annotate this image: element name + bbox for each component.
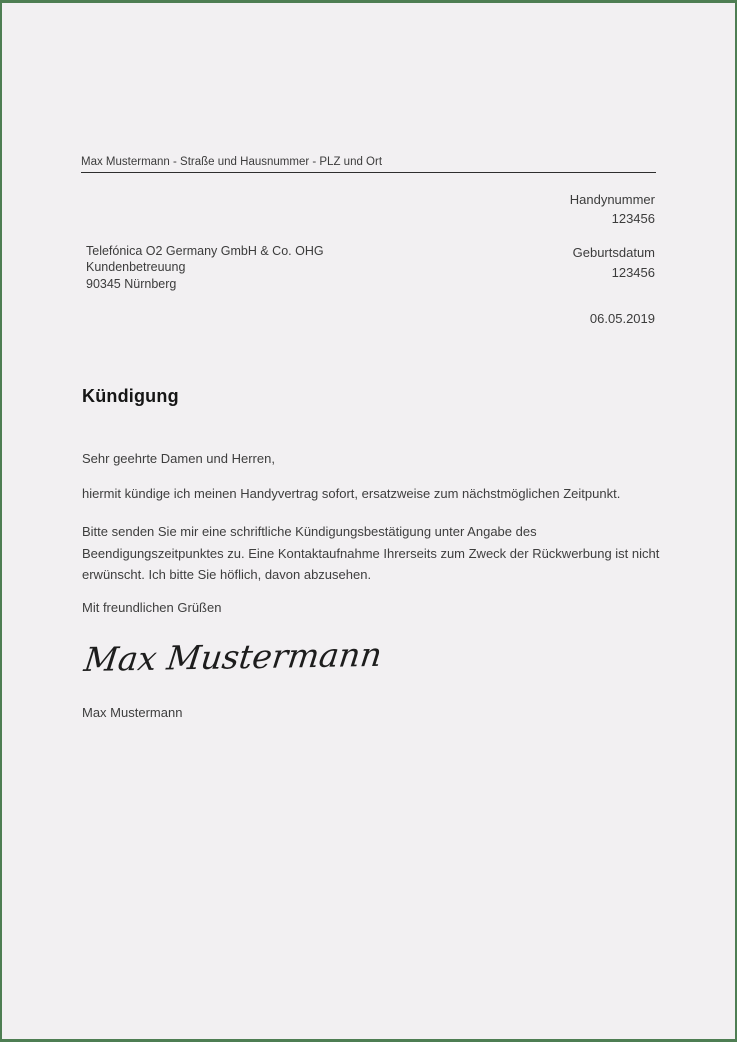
handwritten-signature: Max Mustermann [82, 634, 385, 679]
birthdate-label: Geburtsdatum [572, 245, 655, 260]
intro-paragraph: hiermit kündige ich meinen Handyvertrag sofort, ersatzweise zum nächstmöglichen Zeitpunkt. [82, 486, 621, 501]
recipient-company: Telefónica O2 Germany GmbH & Co. OHG [86, 244, 324, 258]
phone-number-value: 123456 [611, 211, 655, 226]
birthdate-value: 123456 [611, 265, 655, 280]
closing-line: Mit freundlichen Grüßen [82, 600, 222, 615]
subject-heading: Kündigung [82, 386, 179, 406]
sender-address-line: Max Mustermann - Straße und Hausnummer - PLZ und Ort [81, 156, 656, 173]
request-paragraph-line-3: erwünscht. Ich bitte Sie höflich, davon abzusehen. [82, 567, 372, 583]
request-paragraph [82, 521, 659, 586]
signer-name: Max Mustermann [82, 705, 183, 720]
recipient-department: Kundenbetreuung [86, 260, 186, 275]
phone-number-label: Handynummer [569, 192, 655, 207]
request-paragraph-line-2: Beendigungszeitpunktes zu. Eine Kontaktaufnahme Ihrerseits zum Zweck der Rückwerbung ist nicht [82, 545, 660, 561]
recipient-address-block [86, 243, 324, 292]
request-paragraph-line-1: Bitte senden Sie mir eine schriftliche Kündigungsbestätigung unter Angabe des [82, 524, 537, 539]
letter-date: 06.05.2019 [589, 311, 655, 326]
salutation-line: Sehr geehrte Damen und Herren, [82, 451, 275, 466]
recipient-city: 90345 Nürnberg [86, 276, 177, 291]
